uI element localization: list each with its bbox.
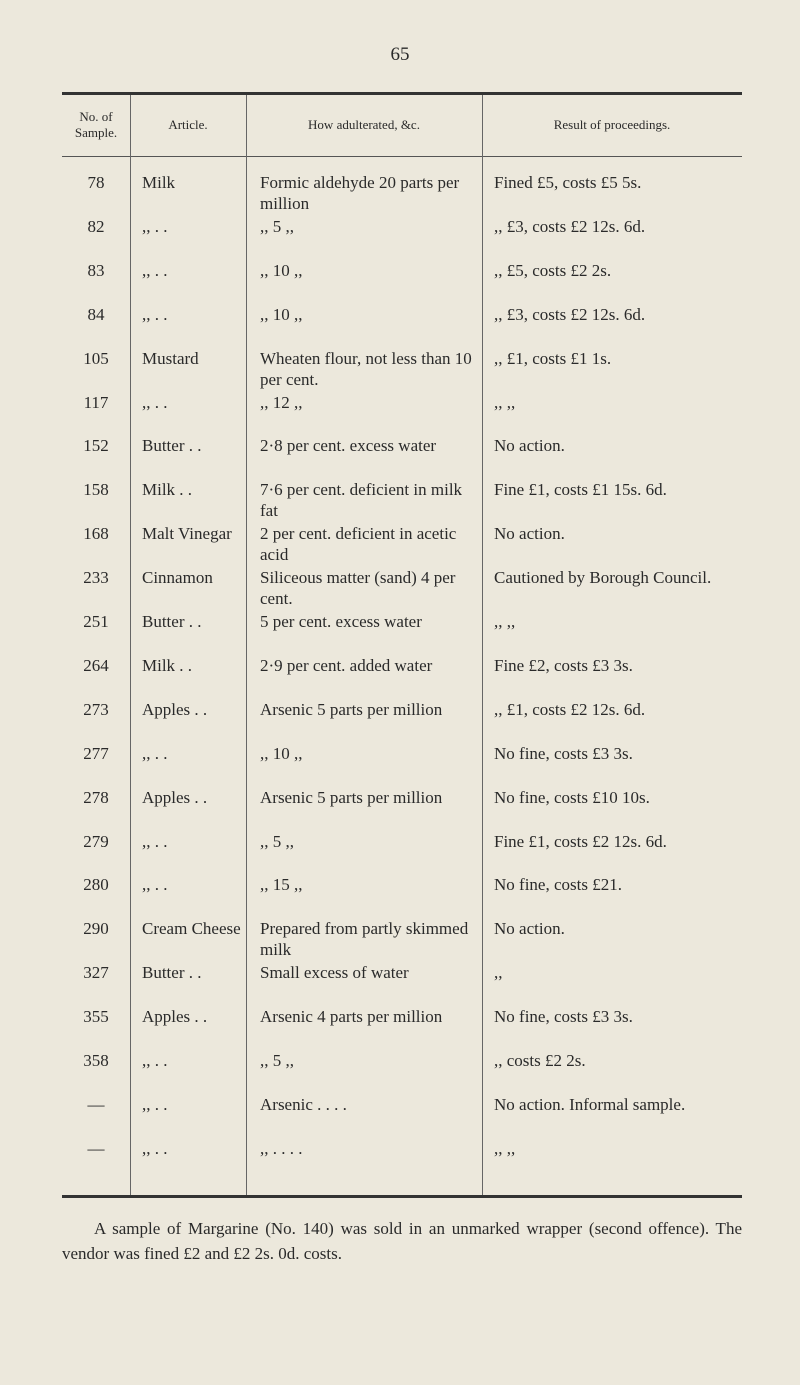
sample-number: 277 xyxy=(83,743,109,763)
article-cell: Milk xyxy=(142,173,176,192)
result-cell: ,, ,, xyxy=(494,392,516,412)
sample-number: 251 xyxy=(83,612,109,631)
table-row xyxy=(62,787,742,831)
adulteration-cell: Wheaten flour, not less than 10 per cent. xyxy=(260,348,472,389)
result-cell: No fine, costs £3 3s. xyxy=(494,743,633,763)
result-cell: ,, £3, costs £2 12s. 6d. xyxy=(494,304,646,324)
adulteration-cell: Arsenic 5 parts per million xyxy=(260,699,443,719)
sample-number: 273 xyxy=(83,699,109,719)
adulteration-cell: 7·6 per cent. deficient in milk fat xyxy=(260,480,463,521)
adulteration-cell: ,, 5 ,, xyxy=(260,831,294,851)
table-row xyxy=(62,1050,742,1094)
article-cell: ,, . . xyxy=(142,392,168,412)
article-cell: Milk . . xyxy=(142,480,193,500)
table-row xyxy=(62,304,742,348)
result-cell: No fine, costs £21. xyxy=(494,875,622,895)
table-header-rule xyxy=(62,156,742,157)
result-cell: Fine £1, costs £2 12s. 6d. xyxy=(494,831,667,851)
result-cell: No action. xyxy=(494,524,565,544)
article-cell: ,, . . xyxy=(142,1094,168,1114)
article-cell: ,, . . xyxy=(142,1051,168,1070)
table-row xyxy=(62,918,742,962)
result-cell: ,, costs £2 2s. xyxy=(494,1051,586,1070)
header-article: Article. xyxy=(168,117,208,133)
article-cell: ,, . . xyxy=(142,875,168,895)
article-cell: Malt Vinegar xyxy=(142,524,232,544)
sample-number: 327 xyxy=(83,963,109,983)
result-cell: No fine, costs £3 3s. xyxy=(494,1007,633,1027)
adulteration-cell: 2 per cent. deficient in acetic acid xyxy=(260,524,457,565)
adulteration-cell: ,, 15 ,, xyxy=(260,875,303,895)
result-cell: Cautioned by Borough Council. xyxy=(494,568,712,588)
table-row xyxy=(62,1094,742,1138)
table-row xyxy=(62,479,742,523)
adulteration-cell: ,, 10 ,, xyxy=(260,743,303,763)
result-cell: ,, £1, costs £1 1s. xyxy=(494,348,612,368)
table-row xyxy=(62,611,742,655)
sample-number: — xyxy=(87,1138,105,1158)
table-row xyxy=(62,1006,742,1050)
adulteration-cell: ,, 5 ,, xyxy=(260,1051,294,1070)
result-cell: ,, xyxy=(494,963,503,983)
adulteration-cell: Arsenic 4 parts per million xyxy=(260,1007,443,1027)
sample-number: 290 xyxy=(83,919,109,939)
result-cell: No action. xyxy=(494,919,565,939)
article-cell: Butter . . xyxy=(142,436,202,456)
article-cell: Mustard xyxy=(142,348,199,368)
article-cell: Apples . . xyxy=(142,787,208,807)
page-number: 65 xyxy=(390,44,410,65)
result-cell: No action. xyxy=(494,436,565,456)
header-result: Result of proceedings. xyxy=(553,117,671,133)
sample-number: 278 xyxy=(83,787,109,807)
result-cell: ,, £1, costs £2 12s. 6d. xyxy=(494,699,646,719)
adulteration-cell: 2·8 per cent. excess water xyxy=(260,436,437,456)
article-cell: Butter . . xyxy=(142,612,202,631)
article-cell: Apples . . xyxy=(142,1007,208,1027)
article-cell: Milk . . xyxy=(142,655,193,675)
sample-number: 168 xyxy=(83,524,109,544)
result-cell: ,, ,, xyxy=(494,1138,516,1158)
result-cell: Fine £1, costs £1 15s. 6d. xyxy=(494,480,667,500)
article-cell: ,, . . xyxy=(142,831,168,851)
sample-number: 279 xyxy=(83,831,109,851)
article-cell: Butter . . xyxy=(142,963,202,983)
table-row xyxy=(62,655,742,699)
article-cell: Apples . . xyxy=(142,699,208,719)
adulteration-cell: Arsenic . . . . xyxy=(260,1094,347,1114)
adulteration-cell: ,, 12 ,, xyxy=(260,392,303,412)
table-row xyxy=(62,172,742,216)
sample-number: 355 xyxy=(83,1007,109,1027)
adulteration-cell: Siliceous matter (sand) 4 per cent. xyxy=(260,568,456,609)
sample-number: 158 xyxy=(83,480,109,500)
adulteration-cell: Formic aldehyde 20 parts per million xyxy=(260,173,460,213)
result-cell: Fine £2, costs £3 3s. xyxy=(494,655,633,675)
table-row xyxy=(62,216,742,260)
adulteration-cell: Small excess of water xyxy=(260,963,409,983)
table-row xyxy=(62,1138,742,1182)
footnote: A sample of Margarine (No. 140) was sold in an unmarked wrapper (second offence). The vendor was fined £2 and £2 2s. 0d. costs. xyxy=(62,1219,742,1263)
table-row xyxy=(62,260,742,304)
result-cell: No fine, costs £10 10s. xyxy=(494,787,650,807)
article-cell: ,, . . xyxy=(142,260,168,280)
table-row xyxy=(62,962,742,1006)
sample-number: 358 xyxy=(83,1051,109,1070)
adulteration-cell: Prepared from partly skimmed milk xyxy=(260,919,469,960)
table-row xyxy=(62,831,742,875)
adulteration-cell: ,, 5 ,, xyxy=(260,216,294,236)
sample-number: 152 xyxy=(83,436,109,456)
article-cell: Cream Cheese xyxy=(142,919,241,939)
article-cell: ,, . . xyxy=(142,743,168,763)
article-cell: Cinnamon xyxy=(142,568,213,588)
adulteration-cell: Arsenic 5 parts per million xyxy=(260,787,443,807)
sample-number: 264 xyxy=(83,655,109,675)
header-how-adulterated: How adulterated, &c. xyxy=(308,117,420,133)
table-row xyxy=(62,435,742,479)
sample-number: 280 xyxy=(83,875,109,895)
table-bottom-rule xyxy=(62,1195,742,1198)
article-cell: ,, . . xyxy=(142,304,168,324)
table-row xyxy=(62,874,742,918)
result-cell: ,, ,, xyxy=(494,612,516,631)
result-cell: ,, £3, costs £2 12s. 6d. xyxy=(494,216,646,236)
sample-number: — xyxy=(87,1094,105,1114)
table-row xyxy=(62,348,742,392)
result-cell: ,, £5, costs £2 2s. xyxy=(494,260,612,280)
sample-number: 82 xyxy=(87,216,105,236)
adulteration-cell: ,, 10 ,, xyxy=(260,260,303,280)
adulteration-cell: 2·9 per cent. added water xyxy=(260,655,433,675)
sample-number: 117 xyxy=(83,392,109,412)
result-cell: No action. Informal sample. xyxy=(494,1094,686,1114)
adulteration-cell: ,, 10 ,, xyxy=(260,304,303,324)
sample-number: 78 xyxy=(87,173,105,192)
article-cell: ,, . . xyxy=(142,216,168,236)
table-row xyxy=(62,392,742,436)
article-cell: ,, . . xyxy=(142,1138,168,1158)
table-row xyxy=(62,743,742,787)
adulteration-cell: 5 per cent. excess water xyxy=(260,612,422,631)
adulteration-cell: ,, . . . . xyxy=(260,1138,303,1158)
table-row xyxy=(62,523,742,567)
table-row xyxy=(62,567,742,611)
sample-number: 233 xyxy=(83,568,109,588)
sample-number: 84 xyxy=(87,304,105,324)
result-cell: Fined £5, costs £5 5s. xyxy=(494,173,642,192)
sample-number: 83 xyxy=(87,260,105,280)
sample-number: 105 xyxy=(83,348,109,368)
header-sample-no: No. of Sample. xyxy=(74,109,118,140)
table-row xyxy=(62,699,742,743)
